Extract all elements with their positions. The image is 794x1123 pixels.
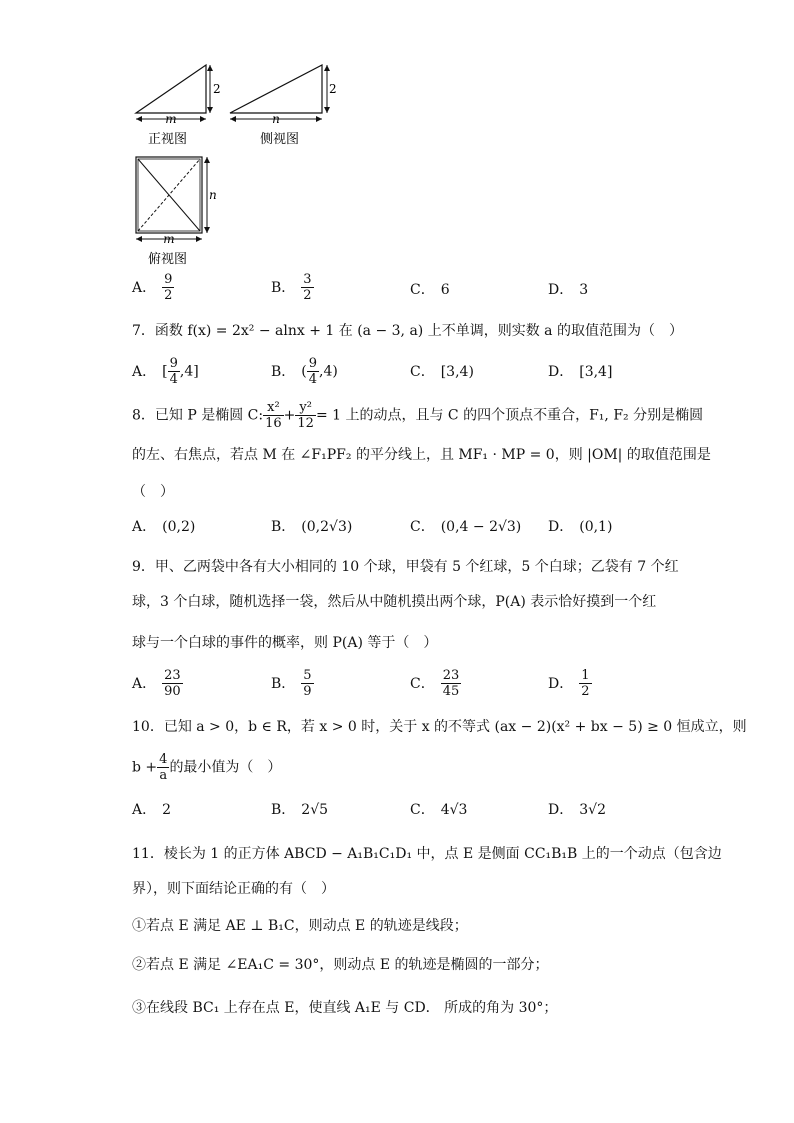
- q9-option-c: C． $\frac{23}{45}$: [410, 668, 460, 699]
- q6-option-c: C． 6: [410, 282, 450, 298]
- q11-line-2: 界），则下面结论正确的有（ ）: [132, 881, 335, 897]
- side-width-label: n: [272, 112, 280, 126]
- q8-line-1: 8．已知 P 是椭圆 C: $\frac{\text{x²}}{16}$ + $\frac{\text{y²}}{12}$ = 1 上的动点，且与 C 的四个顶点不重合，F₁, F₂ 分别是椭圆: [132, 400, 704, 431]
- q8-option-b: B． (0,2√3): [271, 519, 353, 535]
- q9-option-a: A． $\frac{23}{90}$: [132, 668, 181, 699]
- side-view: [230, 65, 337, 126]
- q8-line-2: 的左、右焦点，若点 M 在 ∠F₁PF₂ 的平分线上，且 MF₁ · MP = 0，则 |OM| 的取值范围是: [132, 447, 711, 463]
- q8-option-d: D． (0,1): [548, 519, 613, 535]
- top-height-label: n: [209, 188, 217, 202]
- side-height-label: 2: [329, 82, 337, 96]
- top-width-label: m: [163, 232, 175, 246]
- q10-line-1: 10．已知 a > 0，b ∈ R，若 x > 0 时，关于 x 的不等式 (ax − 2)(x² + bx − 5) ≥ 0 恒成立，则: [132, 719, 747, 735]
- q9-option-d: D． $\frac{1}{2}$: [548, 668, 590, 699]
- q11-line-1: 11．棱长为 1 的正方体 ABCD − A₁B₁C₁D₁ 中，点 E 是侧面 CC₁B₁B 上的一个动点（包含边: [132, 846, 722, 862]
- q6-option-a: A． $\frac{9}{2}$: [132, 272, 173, 303]
- q9-option-b: B． $\frac{5}{9}$: [271, 668, 312, 699]
- top-view-caption: 俯视图: [148, 252, 188, 267]
- q7-option-b: B． ( $\frac{9}{4}$ ,4): [271, 356, 338, 387]
- q7-option-c: C． [3,4): [410, 364, 474, 380]
- q6-option-b: B． $\frac{3}{2}$: [271, 272, 312, 303]
- q11-item-2: ②若点 E 满足 ∠EA₁C = 30°，则动点 E 的轨迹是椭圆的一部分；: [132, 957, 549, 973]
- front-height-label: 2: [213, 82, 221, 96]
- q9-line-3: 球与一个白球的事件的概率，则 P(A) 等于（ ）: [132, 635, 438, 651]
- three-view-figures: [120, 55, 350, 270]
- q8-line-3: （ ）: [132, 484, 174, 500]
- q10-option-c: C． 4√3: [410, 802, 468, 818]
- q8-option-a: A． (0,2): [132, 519, 196, 535]
- q7-stem: 7．函数 f(x) = 2x² − alnx + 1 在 (a − 3, a) 上不单调，则实数 a 的取值范围为（ ）: [132, 323, 683, 339]
- q7-option-a: A． [ $\frac{9}{4}$ ,4]: [132, 356, 199, 387]
- q9-line-1: 9．甲、乙两袋中各有大小相同的 10 个球，甲袋有 5 个红球，5 个白球；乙袋有 7 个红: [132, 559, 679, 575]
- q11-item-1: ①若点 E 满足 AE ⊥ B₁C，则动点 E 的轨迹是线段；: [132, 918, 468, 934]
- q10-option-a: A． 2: [132, 802, 172, 818]
- q7-option-d: D． [3,4]: [548, 364, 613, 380]
- side-view-caption: 侧视图: [260, 132, 300, 147]
- q9-line-2: 球，3 个白球，随机选择一袋，然后从中随机摸出两个球，P(A) 表示恰好摸到一个红: [132, 594, 657, 610]
- q10-option-b: B． 2√5: [271, 802, 329, 818]
- q8-option-c: C． (0,4 − 2√3): [410, 519, 522, 535]
- q11-item-3: ③在线段 BC₁ 上存在点 E，使直线 A₁E 与 CD． 所成的角为 30°；: [132, 1000, 558, 1016]
- q6-option-d: D． 3: [548, 282, 589, 298]
- q10-option-d: D． 3√2: [548, 802, 606, 818]
- top-view: [136, 157, 217, 246]
- q10-line-2: b + $\frac{4}{a}$ 的最小值为（ ）: [132, 752, 282, 783]
- front-view: [136, 65, 221, 126]
- front-width-label: m: [165, 112, 177, 126]
- front-view-caption: 正视图: [148, 132, 188, 147]
